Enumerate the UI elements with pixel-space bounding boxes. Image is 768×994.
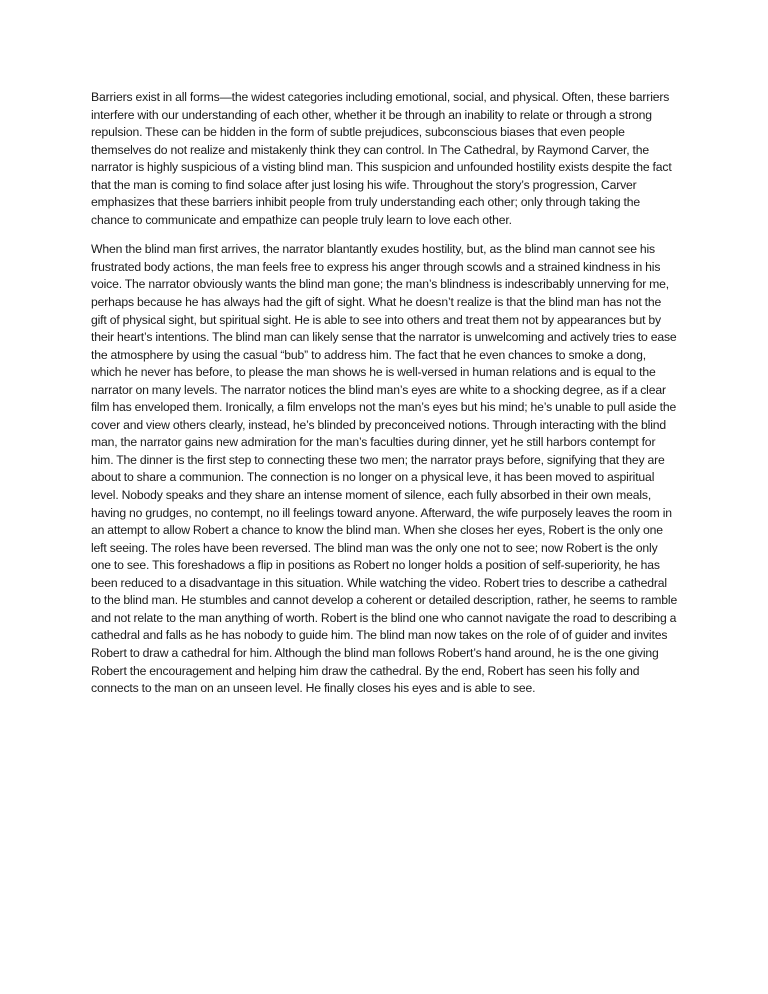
paragraph-body: When the blind man first arrives, the narrator blantantly exudes hostility, but, as the blind man cannot see his frustrated body actions, the man feels free to express his anger through scowls and a strained kindness in his voice. The narrator obviously wants the blind man gone; the man’s blindness is indescribably unnerving for me, perhaps because he has always had the gift of sight. What he doesn’t realize is that the blind man has not the gift of physical sight, but spiritual sight. He is able to see into others and treat them not by appearances but by their heart’s intentions. The blind man can likely sense that the narrator is unwelcoming and actively tries to ease the atmosphere by using the casual “bub” to address him. The fact that he even chances to smoke a dong, which he never has before, to please the man shows he is well-versed in human relations and is equal to the narrator on many levels. The narrator notices the blind man’s eyes are white to a shocking degree, as if a clear film has enveloped them. Ironically, a film envelops not the man’s eyes but his mind; he’s unable to pull aside the cover and view others clearly, instead, he’s blinded by preconceived notions. Through interacting with the blind man, the narrator gains new admiration for the man’s faculties during dinner, yet he still harbors contempt for him. The dinner is the first step to connecting these two men; the narrator prays before, signifying that they are about to share a communion. The connection is no longer on a physical leve, it has been moved to aspiritual level. Nobody speaks and they share an intense moment of silence, each fully absorbed in their own meals, having no grudges, no contempt, no ill feelings toward anyone. Afterward, the wife purposely leaves the room in an attempt to allow Robert a chance to know the blind man. When she closes her eyes, Robert is the only one left seeing. The roles have been reversed. The blind man was the only one not to see; now Robert is the only one to see. This foreshadows a flip in positions as Robert no longer holds a position of self-superiority, he has been reduced to a disadvantage in this situation. While watching the video. Robert tries to describe a cathedral to the blind man. He stumbles and cannot develop a coherent or detailed description, rather, he seems to ramble and not relate to the man anything of worth. Robert is the blind one who cannot navigate the road to describing a cathedral and falls as he has nobody to guide him. The blind man now takes on the role of of guider and invites Robert to draw a cathedral for him. Although the blind man follows Robert’s hand around, he is the one giving Robert the encouragement and helping him draw the cathedral. By the end, Robert has seen his folly and connects to the man on an unseen level. He finally closes his eyes and is able to see.	[91, 242, 678, 696]
paragraph-intro: Barriers exist in all forms—the widest categories including emotional, social, and physical. Often, these barriers interfere with our understanding of each other, whether it be through an inability to relate or through a strong repulsion. These can be hidden in the form of subtle prejudices, subconscious biases that even people themselves do not realize and mistakenly think they can control. In The Cathedral, by Raymond Carver, the narrator is highly suspicious of a visting blind man. This suspicion and unfounded hostility exists despite the fact that the man is coming to find solace after just losing his wife. Throughout the story’s progression, Carver emphasizes that these barriers inhibit people from truly understanding each other; only through taking the chance to communicate and empathize can people truly learn to love each other.	[91, 90, 672, 227]
document-page	[91, 89, 679, 710]
